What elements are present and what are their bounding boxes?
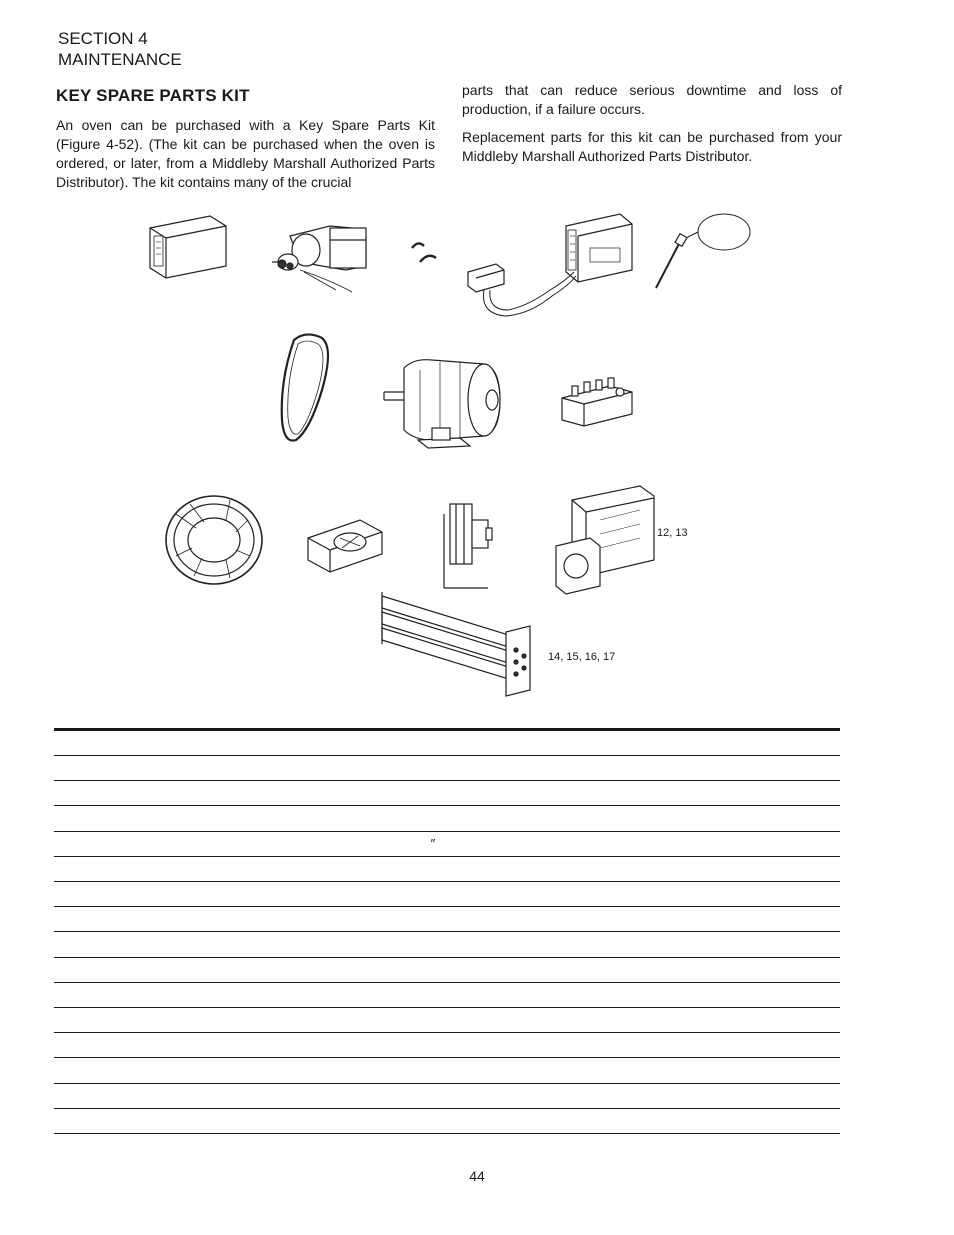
cooling-fan-illustration — [308, 520, 382, 572]
table-row-divider — [54, 906, 840, 907]
blower-wheel-illustration — [166, 496, 262, 584]
table-row-divider — [54, 856, 840, 857]
table-row-divider — [54, 957, 840, 958]
inch-mark: ″ — [430, 836, 435, 851]
clip-illustration — [412, 243, 436, 262]
table-row-divider — [54, 831, 840, 832]
callout-12-13: 12, 13 — [657, 527, 688, 539]
table-row-divider — [54, 1108, 840, 1109]
replacement-paragraph: Replacement parts for this kit can be purchased from your Middleby Marshall Authorized Parts Distributor. — [462, 129, 842, 164]
callout-14-17: 14, 15, 16, 17 — [548, 651, 616, 663]
table-row-divider — [54, 805, 840, 806]
motor-illustration — [384, 360, 500, 448]
table-row-divider — [54, 755, 840, 756]
spare-parts-figure — [0, 195, 954, 705]
table-row-divider — [54, 1032, 840, 1033]
page-number: 44 — [469, 1168, 485, 1184]
table-row-divider — [54, 931, 840, 932]
intro-paragraph-continued: parts that can reduce serious downtime and loss of production, if a failure occurs. — [462, 82, 842, 117]
ignition-module-illustration — [468, 214, 632, 316]
gas-valve-illustration — [272, 226, 366, 292]
table-top-rule — [54, 728, 840, 731]
page-title: KEY SPARE PARTS KIT — [56, 86, 250, 105]
table-row-divider — [54, 1007, 840, 1008]
contactor-illustration — [556, 486, 654, 594]
terminal-block-illustration — [562, 378, 632, 426]
table-row-divider — [54, 982, 840, 983]
drive-belt-illustration — [282, 334, 328, 440]
heating-element-illustration — [382, 592, 530, 696]
section-number: SECTION 4 — [58, 29, 148, 48]
table-row-divider — [54, 1083, 840, 1084]
section-header — [58, 28, 182, 70]
intro-paragraph: An oven can be purchased with a Key Spare Parts Kit (Figure 4-52). (The kit can be purchased when the oven is ordered, or later, from a Middleby Marshall Authorized Parts Distributor). The kit contains many of the crucial — [56, 117, 435, 190]
table-row-divider — [54, 1133, 840, 1134]
temperature-controller-illustration — [150, 216, 226, 278]
sensor-bracket-illustration — [444, 504, 492, 588]
table-row-divider — [54, 780, 840, 781]
table-row-divider — [54, 881, 840, 882]
section-name: MAINTENANCE — [58, 50, 182, 69]
thermocouple-illustration — [656, 214, 750, 288]
table-row-divider — [54, 1057, 840, 1058]
